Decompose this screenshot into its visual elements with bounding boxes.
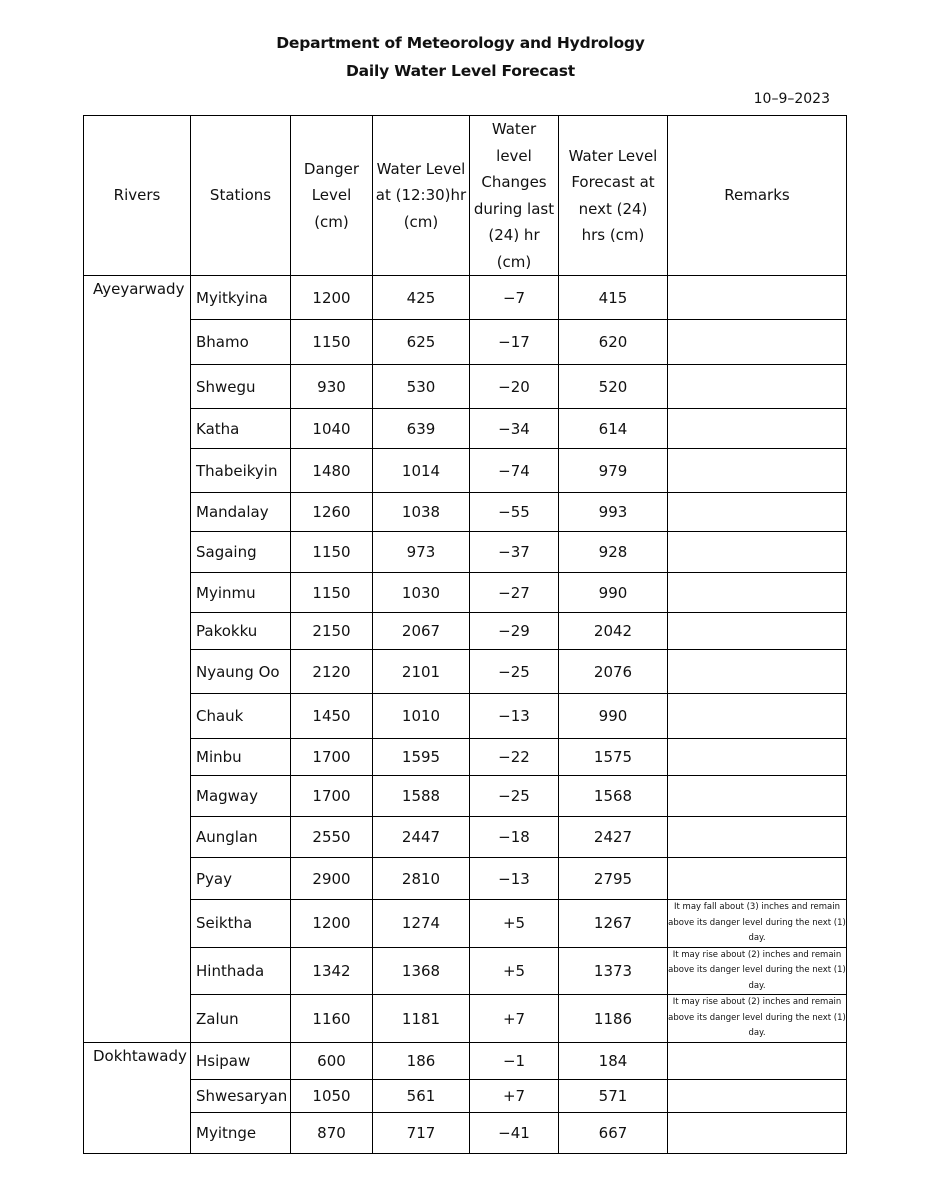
column-header-stations: Stations	[191, 116, 291, 276]
table-row	[84, 817, 847, 858]
remark-cell	[668, 449, 847, 493]
danger-level-cell: 1040	[291, 409, 373, 449]
table-row	[84, 573, 847, 613]
column-header-danger-level: Danger Level (cm)	[291, 116, 373, 276]
water-level-cell: 2101	[373, 650, 470, 694]
station-cell: Shwesaryan	[191, 1080, 291, 1113]
water-level-cell: 2067	[373, 613, 470, 650]
level-change-cell: +5	[470, 947, 559, 995]
water-level-cell: 1368	[373, 947, 470, 995]
forecast-cell: 620	[559, 320, 668, 365]
table-row	[84, 947, 847, 995]
table-row	[84, 995, 847, 1043]
level-change-cell: −29	[470, 613, 559, 650]
water-level-cell: 625	[373, 320, 470, 365]
water-level-cell: 1588	[373, 776, 470, 817]
level-change-cell: −22	[470, 739, 559, 776]
column-header-water-level: Water Level at (12:30)hr (cm)	[373, 116, 470, 276]
station-cell: Minbu	[191, 739, 291, 776]
level-change-cell: −74	[470, 449, 559, 493]
danger-level-cell: 1150	[291, 320, 373, 365]
danger-level-cell: 1480	[291, 449, 373, 493]
danger-level-cell: 2120	[291, 650, 373, 694]
forecast-cell: 520	[559, 365, 668, 409]
water-level-cell: 186	[373, 1043, 470, 1080]
forecast-cell: 1186	[559, 995, 668, 1043]
station-cell: Zalun	[191, 995, 291, 1043]
water-level-cell: 561	[373, 1080, 470, 1113]
water-level-cell: 425	[373, 276, 470, 320]
water-level-cell: 1274	[373, 900, 470, 948]
danger-level-cell: 1200	[291, 900, 373, 948]
table-row	[84, 276, 847, 320]
table-row	[84, 320, 847, 365]
remark-cell	[668, 532, 847, 573]
table-row	[84, 613, 847, 650]
danger-level-cell: 1200	[291, 276, 373, 320]
danger-level-cell: 1150	[291, 573, 373, 613]
remark-cell	[668, 694, 847, 739]
station-cell: Pyay	[191, 858, 291, 900]
water-level-cell: 973	[373, 532, 470, 573]
river-cell: Ayeyarwady	[84, 276, 191, 1043]
forecast-cell: 1267	[559, 900, 668, 948]
table-row	[84, 365, 847, 409]
remark-cell	[668, 650, 847, 694]
station-cell: Magway	[191, 776, 291, 817]
remark-cell: It may rise about (2) inches and remain above its danger level during the next (1) day.	[668, 995, 847, 1043]
document-title: Department of Meteorology and Hydrology	[276, 34, 645, 52]
danger-level-cell: 1260	[291, 493, 373, 532]
forecast-cell: 415	[559, 276, 668, 320]
water-level-cell: 1595	[373, 739, 470, 776]
table-row	[84, 493, 847, 532]
level-change-cell: −55	[470, 493, 559, 532]
forecast-cell: 1575	[559, 739, 668, 776]
table-row	[84, 449, 847, 493]
forecast-cell: 184	[559, 1043, 668, 1080]
danger-level-cell: 1150	[291, 532, 373, 573]
water-level-cell: 1030	[373, 573, 470, 613]
danger-level-cell: 2150	[291, 613, 373, 650]
forecast-cell: 928	[559, 532, 668, 573]
table-row	[84, 1043, 847, 1080]
forecast-cell: 1568	[559, 776, 668, 817]
remark-cell	[668, 1113, 847, 1154]
forecast-cell: 2795	[559, 858, 668, 900]
water-level-cell: 717	[373, 1113, 470, 1154]
danger-level-cell: 2900	[291, 858, 373, 900]
remark-cell	[668, 320, 847, 365]
remark-cell	[668, 573, 847, 613]
table-row	[84, 900, 847, 948]
water-level-table	[83, 115, 847, 1154]
column-header-forecast: Water Level Forecast at next (24) hrs (cm)	[559, 116, 668, 276]
forecast-cell: 667	[559, 1113, 668, 1154]
forecast-cell: 993	[559, 493, 668, 532]
station-cell: Myitkyina	[191, 276, 291, 320]
station-cell: Myinmu	[191, 573, 291, 613]
table-row	[84, 739, 847, 776]
danger-level-cell: 1700	[291, 739, 373, 776]
remark-cell	[668, 858, 847, 900]
column-header-rivers: Rivers	[84, 116, 191, 276]
water-level-cell: 530	[373, 365, 470, 409]
level-change-cell: −27	[470, 573, 559, 613]
forecast-cell: 614	[559, 409, 668, 449]
water-level-cell: 1038	[373, 493, 470, 532]
remark-cell: It may rise about (2) inches and remain above its danger level during the next (1) day.	[668, 947, 847, 995]
level-change-cell: −20	[470, 365, 559, 409]
station-cell: Seiktha	[191, 900, 291, 948]
danger-level-cell: 930	[291, 365, 373, 409]
forecast-cell: 979	[559, 449, 668, 493]
remark-cell: It may fall about (3) inches and remain above its danger level during the next (1) day.	[668, 900, 847, 948]
document-subtitle: Daily Water Level Forecast	[346, 62, 575, 80]
table-row	[84, 532, 847, 573]
table-row	[84, 858, 847, 900]
station-cell: Sagaing	[191, 532, 291, 573]
remark-cell	[668, 817, 847, 858]
level-change-cell: −1	[470, 1043, 559, 1080]
station-cell: Nyaung Oo	[191, 650, 291, 694]
forecast-cell: 2042	[559, 613, 668, 650]
danger-level-cell: 1160	[291, 995, 373, 1043]
station-cell: Hsipaw	[191, 1043, 291, 1080]
station-cell: Myitnge	[191, 1113, 291, 1154]
level-change-cell: −25	[470, 650, 559, 694]
station-cell: Katha	[191, 409, 291, 449]
danger-level-cell: 870	[291, 1113, 373, 1154]
danger-level-cell: 1342	[291, 947, 373, 995]
table-header-row	[84, 116, 847, 276]
water-level-cell: 2447	[373, 817, 470, 858]
forecast-cell: 1373	[559, 947, 668, 995]
water-level-cell: 2810	[373, 858, 470, 900]
level-change-cell: −41	[470, 1113, 559, 1154]
station-cell: Hinthada	[191, 947, 291, 995]
forecast-cell: 990	[559, 694, 668, 739]
forecast-cell: 990	[559, 573, 668, 613]
station-cell: Chauk	[191, 694, 291, 739]
danger-level-cell: 600	[291, 1043, 373, 1080]
table-row	[84, 1080, 847, 1113]
station-cell: Pakokku	[191, 613, 291, 650]
level-change-cell: −13	[470, 694, 559, 739]
level-change-cell: +7	[470, 995, 559, 1043]
level-change-cell: −18	[470, 817, 559, 858]
station-cell: Bhamo	[191, 320, 291, 365]
station-cell: Shwegu	[191, 365, 291, 409]
water-level-cell: 1014	[373, 449, 470, 493]
danger-level-cell: 1450	[291, 694, 373, 739]
report-date: 10–9–2023	[753, 91, 830, 107]
level-change-cell: −7	[470, 276, 559, 320]
level-change-cell: −25	[470, 776, 559, 817]
table-row	[84, 1113, 847, 1154]
remark-cell	[668, 776, 847, 817]
danger-level-cell: 1050	[291, 1080, 373, 1113]
station-cell: Aunglan	[191, 817, 291, 858]
remark-cell	[668, 409, 847, 449]
station-cell: Mandalay	[191, 493, 291, 532]
remark-cell	[668, 613, 847, 650]
river-cell: Dokhtawady	[84, 1043, 191, 1154]
danger-level-cell: 2550	[291, 817, 373, 858]
remark-cell	[668, 739, 847, 776]
remark-cell	[668, 1080, 847, 1113]
remark-cell	[668, 1043, 847, 1080]
column-header-remarks: Remarks	[668, 116, 847, 276]
level-change-cell: +5	[470, 900, 559, 948]
table-row	[84, 650, 847, 694]
danger-level-cell: 1700	[291, 776, 373, 817]
level-change-cell: −17	[470, 320, 559, 365]
forecast-cell: 2076	[559, 650, 668, 694]
remark-cell	[668, 365, 847, 409]
forecast-cell: 2427	[559, 817, 668, 858]
remark-cell	[668, 276, 847, 320]
level-change-cell: −37	[470, 532, 559, 573]
level-change-cell: −13	[470, 858, 559, 900]
remark-cell	[668, 493, 847, 532]
column-header-level-changes: Water level Changes during last (24) hr (cm)	[470, 116, 559, 276]
station-cell: Thabeikyin	[191, 449, 291, 493]
table-row	[84, 409, 847, 449]
forecast-cell: 571	[559, 1080, 668, 1113]
table-row	[84, 694, 847, 739]
water-level-cell: 1010	[373, 694, 470, 739]
level-change-cell: −34	[470, 409, 559, 449]
level-change-cell: +7	[470, 1080, 559, 1113]
table-row	[84, 776, 847, 817]
water-level-cell: 639	[373, 409, 470, 449]
water-level-cell: 1181	[373, 995, 470, 1043]
